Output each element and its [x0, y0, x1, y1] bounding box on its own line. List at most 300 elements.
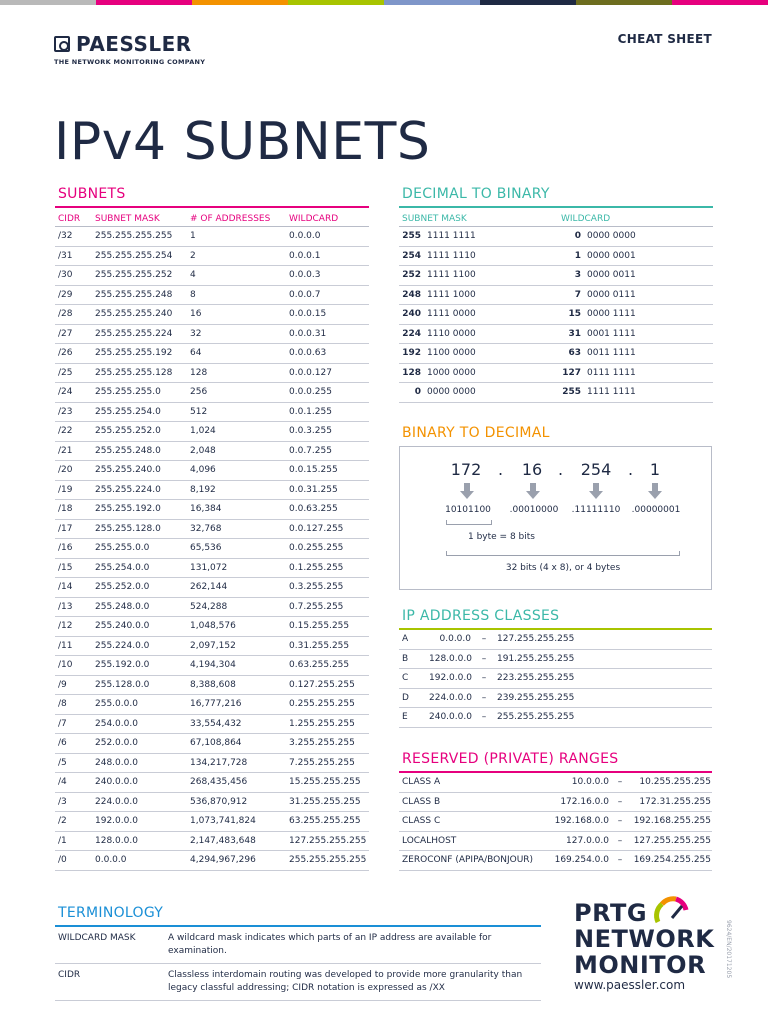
down-arrow-icon — [526, 483, 540, 499]
range-dash: – — [617, 777, 623, 788]
header-addresses: # OF ADDRESSES — [190, 214, 271, 224]
octet-3: 254 — [580, 460, 612, 479]
range-dash: – — [617, 796, 623, 807]
table-row — [55, 227, 369, 247]
table-row — [55, 461, 369, 481]
wildcard-binary-cell: 0111 1111 — [587, 367, 636, 378]
addresses-cell: 256 — [190, 387, 208, 398]
range-start-cell: 192.168.0.0 — [554, 816, 609, 827]
range-end-cell: 192.168.255.255 — [633, 816, 711, 827]
table-row — [399, 266, 713, 286]
range-end-cell: 172.31.255.255 — [639, 796, 711, 807]
color-strip-segment — [480, 0, 576, 5]
cidr-cell: /31 — [58, 250, 73, 261]
wildcard-decimal-cell: 1 — [574, 250, 581, 261]
addresses-cell: 2,147,483,648 — [190, 835, 256, 846]
wildcard-decimal-cell: 7 — [574, 289, 581, 300]
binary-to-decimal-title: BINARY TO DECIMAL — [402, 425, 550, 441]
range-dash: – — [481, 712, 487, 723]
total-bits-note: 32 bits (4 x 8), or 4 bytes — [505, 563, 621, 573]
mask-binary-cell: 1110 0000 — [427, 328, 476, 339]
cidr-cell: /23 — [58, 406, 73, 417]
wildcard-binary-cell: 1111 1111 — [587, 387, 636, 398]
header-wildcard: WILDCARD — [561, 214, 611, 224]
cidr-cell: /15 — [58, 562, 73, 573]
subnet-mask-cell: 255.255.254.0 — [95, 406, 161, 417]
cidr-cell: /6 — [58, 738, 67, 749]
table-row — [399, 650, 712, 670]
wildcard-binary-cell: 0001 1111 — [587, 328, 636, 339]
range-end-cell: 223.255.255.255 — [497, 673, 575, 684]
subnet-mask-cell: 255.224.0.0 — [95, 640, 150, 651]
wildcard-cell: 0.0.0.127 — [289, 367, 332, 378]
range-start-cell: 128.0.0.0 — [429, 653, 472, 664]
table-row — [399, 630, 712, 650]
table-row — [399, 708, 712, 728]
binary-octet-3: .11111110 — [571, 505, 621, 515]
subnet-mask-cell: 255.255.255.192 — [95, 348, 173, 359]
range-end-cell: 127.255.255.255 — [497, 634, 575, 645]
terminology-table — [55, 925, 541, 1001]
addresses-cell: 16,777,216 — [190, 699, 242, 710]
wildcard-cell: 0.0.0.0 — [289, 231, 321, 242]
mask-binary-cell: 1111 1000 — [427, 289, 476, 300]
addresses-cell: 33,554,432 — [190, 718, 242, 729]
range-name-cell: ZEROCONF (APIPA/BONJOUR) — [402, 855, 534, 866]
table-row — [55, 520, 369, 540]
class-cell: C — [402, 673, 409, 684]
table-row — [55, 481, 369, 501]
addresses-cell: 67,108,864 — [190, 738, 242, 749]
term-cell: WILDCARD MASK — [58, 933, 136, 943]
table-row — [399, 832, 712, 852]
decimal-to-binary-table — [399, 206, 713, 403]
binary-octet-4: .00000001 — [631, 505, 681, 515]
subnet-mask-cell: 255.255.255.0 — [95, 387, 161, 398]
mask-decimal-cell: 240 — [402, 309, 421, 320]
addresses-cell: 262,144 — [190, 582, 228, 593]
table-row — [55, 812, 369, 832]
range-dash: – — [617, 835, 623, 846]
subnet-mask-cell: 254.0.0.0 — [95, 718, 138, 729]
addresses-cell: 2,097,152 — [190, 640, 236, 651]
addresses-cell: 16 — [190, 309, 202, 320]
down-arrow-icon — [460, 483, 474, 499]
prtg-logo[interactable] — [574, 896, 724, 1000]
table-row — [55, 422, 369, 442]
wildcard-cell: 0.0.127.255 — [289, 523, 344, 534]
octet-1: 172 — [450, 460, 482, 479]
table-row — [55, 539, 369, 559]
range-dash: – — [481, 653, 487, 664]
cidr-cell: /18 — [58, 504, 73, 515]
color-strip-segment — [96, 0, 192, 5]
addresses-cell: 1,024 — [190, 426, 216, 437]
mask-decimal-cell: 224 — [402, 328, 421, 339]
subnet-mask-cell: 248.0.0.0 — [95, 757, 138, 768]
subnet-mask-cell: 255.255.255.248 — [95, 289, 173, 300]
addresses-cell: 268,435,456 — [190, 777, 248, 788]
table-row — [55, 247, 369, 267]
cidr-cell: /19 — [58, 484, 73, 495]
table-row — [55, 734, 369, 754]
mask-decimal-cell: 252 — [402, 270, 421, 281]
addresses-cell: 32 — [190, 328, 202, 339]
class-cell: E — [402, 712, 408, 723]
table-row — [399, 325, 713, 345]
cidr-cell: /1 — [58, 835, 67, 846]
subnet-mask-cell: 240.0.0.0 — [95, 777, 138, 788]
subnets-title: SUBNETS — [58, 186, 126, 202]
table-row — [399, 286, 713, 306]
addresses-cell: 8 — [190, 289, 196, 300]
table-row — [399, 793, 712, 813]
cidr-cell: /8 — [58, 699, 67, 710]
wildcard-cell: 0.0.0.31 — [289, 328, 327, 339]
wildcard-cell: 0.0.3.255 — [289, 426, 332, 437]
mask-decimal-cell: 0 — [414, 387, 421, 398]
wildcard-decimal-cell: 0 — [574, 231, 581, 242]
addresses-cell: 8,192 — [190, 484, 216, 495]
subnet-mask-cell: 255.255.255.128 — [95, 367, 173, 378]
mask-binary-cell: 1111 1100 — [427, 270, 476, 281]
addresses-cell: 4,096 — [190, 465, 216, 476]
term-cell: CIDR — [58, 970, 81, 980]
table-row — [399, 247, 713, 267]
table-row — [55, 559, 369, 579]
terminology-title: TERMINOLOGY — [58, 905, 164, 921]
mask-binary-cell: 0000 0000 — [427, 387, 476, 398]
subnet-mask-cell: 255.255.0.0 — [95, 543, 150, 554]
dot-separator: . — [558, 460, 564, 479]
color-strip-segment — [192, 0, 288, 5]
color-strip-segment — [576, 0, 672, 5]
subnet-mask-cell: 0.0.0.0 — [95, 855, 127, 866]
wildcard-cell: 3.255.255.255 — [289, 738, 355, 749]
range-start-cell: 0.0.0.0 — [439, 634, 471, 645]
ip-classes-title: IP ADDRESS CLASSES — [402, 608, 560, 624]
table-row — [55, 793, 369, 813]
cidr-cell: /21 — [58, 445, 73, 456]
gauge-icon — [652, 894, 692, 928]
cidr-cell: /32 — [58, 231, 73, 242]
table-row — [55, 364, 369, 384]
wildcard-binary-cell: 0000 0000 — [587, 231, 636, 242]
range-start-cell: 169.254.0.0 — [554, 855, 609, 866]
wildcard-cell: 0.0.0.255 — [289, 387, 332, 398]
range-end-cell: 239.255.255.255 — [497, 692, 575, 703]
addresses-cell: 65,536 — [190, 543, 222, 554]
down-arrow-icon — [589, 483, 603, 499]
wildcard-cell: 15.255.255.255 — [289, 777, 361, 788]
wildcard-cell: 0.0.7.255 — [289, 445, 332, 456]
header-wildcard: WILDCARD — [289, 214, 339, 224]
header-subnet-mask: SUBNET MASK — [95, 214, 160, 224]
table-row — [55, 305, 369, 325]
monitor-word: MONITOR — [574, 951, 707, 979]
down-arrow-icon — [648, 483, 662, 499]
mask-decimal-cell: 254 — [402, 250, 421, 261]
table-row — [55, 344, 369, 364]
subnet-mask-cell: 255.255.240.0 — [95, 465, 161, 476]
range-end-cell: 127.255.255.255 — [633, 835, 711, 846]
wildcard-cell: 0.7.255.255 — [289, 601, 344, 612]
wildcard-decimal-cell: 15 — [568, 309, 581, 320]
binary-to-decimal-diagram — [399, 446, 712, 590]
addresses-cell: 4 — [190, 270, 196, 281]
wildcard-cell: 0.0.0.63 — [289, 348, 327, 359]
network-word: NETWORK — [574, 925, 715, 953]
table-row — [399, 227, 713, 247]
addresses-cell: 1,073,741,824 — [190, 816, 256, 827]
subnet-mask-cell: 255.254.0.0 — [95, 562, 150, 573]
range-end-cell: 255.255.255.255 — [497, 712, 575, 723]
range-end-cell: 169.254.255.255 — [633, 855, 711, 866]
wildcard-cell: 0.127.255.255 — [289, 679, 355, 690]
subnet-mask-cell: 128.0.0.0 — [95, 835, 138, 846]
subnet-mask-cell: 255.255.255.254 — [95, 250, 173, 261]
range-start-cell: 224.0.0.0 — [429, 692, 472, 703]
table-row — [399, 364, 713, 384]
table-row — [55, 754, 369, 774]
color-strip — [0, 0, 768, 5]
wildcard-cell: 0.0.31.255 — [289, 484, 338, 495]
subnet-mask-cell: 255.255.255.255 — [95, 231, 173, 242]
range-end-cell: 191.255.255.255 — [497, 653, 575, 664]
wildcard-decimal-cell: 127 — [562, 367, 581, 378]
addresses-cell: 8,388,608 — [190, 679, 236, 690]
subnet-mask-cell: 224.0.0.0 — [95, 796, 138, 807]
cidr-cell: /12 — [58, 621, 73, 632]
table-row — [55, 715, 369, 735]
mask-decimal-cell: 255 — [402, 231, 421, 242]
range-name-cell: CLASS A — [402, 777, 441, 788]
color-strip-segment — [288, 0, 384, 5]
addresses-cell: 16,384 — [190, 504, 222, 515]
subnet-mask-cell: 255.128.0.0 — [95, 679, 150, 690]
wildcard-cell: 7.255.255.255 — [289, 757, 355, 768]
wildcard-cell: 0.0.1.255 — [289, 406, 332, 417]
range-name-cell: CLASS B — [402, 796, 441, 807]
wildcard-decimal-cell: 31 — [568, 328, 581, 339]
subnet-mask-cell: 255.255.248.0 — [95, 445, 161, 456]
table-row — [55, 617, 369, 637]
table-row — [399, 773, 712, 793]
binary-octet-1: 10101100 — [445, 505, 491, 515]
table-row — [55, 773, 369, 793]
mask-decimal-cell: 248 — [402, 289, 421, 300]
range-start-cell: 10.0.0.0 — [571, 777, 609, 788]
wildcard-decimal-cell: 63 — [568, 348, 581, 359]
binary-octet-2: .00010000 — [509, 505, 559, 515]
range-start-cell: 192.0.0.0 — [429, 673, 472, 684]
addresses-cell: 4,194,304 — [190, 660, 236, 671]
wildcard-cell: 0.0.0.3 — [289, 270, 321, 281]
table-row — [55, 403, 369, 423]
prtg-word: PRTG — [574, 899, 648, 927]
table-row — [55, 578, 369, 598]
range-start-cell: 240.0.0.0 — [429, 712, 472, 723]
subnet-mask-cell: 255.240.0.0 — [95, 621, 150, 632]
mask-decimal-cell: 192 — [402, 348, 421, 359]
range-dash: – — [481, 692, 487, 703]
wildcard-cell: 255.255.255.255 — [289, 855, 367, 866]
wildcard-cell: 0.0.0.1 — [289, 250, 321, 261]
wildcard-cell: 0.63.255.255 — [289, 660, 350, 671]
addresses-cell: 1,048,576 — [190, 621, 236, 632]
page-title: IPv4 SUBNETS — [54, 112, 431, 172]
table-row — [399, 383, 713, 403]
paessler-logo[interactable] — [54, 32, 205, 66]
wildcard-cell: 1.255.255.255 — [289, 718, 355, 729]
range-dash: – — [617, 816, 623, 827]
wildcard-cell: 0.0.63.255 — [289, 504, 338, 515]
website-link[interactable]: www.paessler.com — [574, 978, 686, 992]
dot-separator: . — [498, 460, 504, 479]
brand-tagline: THE NETWORK MONITORING COMPANY — [54, 58, 206, 66]
addresses-cell: 64 — [190, 348, 202, 359]
addresses-cell: 131,072 — [190, 562, 228, 573]
range-name-cell: LOCALHOST — [402, 835, 457, 846]
document-code: 9624/EN/20171205 — [725, 920, 732, 979]
mask-binary-cell: 1000 0000 — [427, 367, 476, 378]
d2b-header-row — [399, 206, 713, 227]
byte-note: 1 byte = 8 bits — [468, 532, 535, 542]
addresses-cell: 524,288 — [190, 601, 228, 612]
subnet-mask-cell: 255.255.252.0 — [95, 426, 161, 437]
range-name-cell: CLASS C — [402, 816, 441, 827]
cidr-cell: /26 — [58, 348, 73, 359]
cidr-cell: /17 — [58, 523, 73, 534]
octet-2: 16 — [521, 460, 543, 479]
subnet-mask-cell: 255.252.0.0 — [95, 582, 150, 593]
addresses-cell: 4,294,967,296 — [190, 855, 256, 866]
wildcard-cell: 0.0.255.255 — [289, 543, 344, 554]
subnet-mask-cell: 255.255.192.0 — [95, 504, 161, 515]
header-subnet-mask: SUBNET MASK — [402, 214, 467, 224]
brand-name: PAESSLER — [76, 32, 192, 56]
class-cell: D — [402, 692, 409, 703]
table-row — [55, 442, 369, 462]
subnet-mask-cell: 255.0.0.0 — [95, 699, 138, 710]
cidr-cell: /5 — [58, 757, 67, 768]
table-row — [399, 689, 712, 709]
table-row — [55, 383, 369, 403]
mask-binary-cell: 1111 1110 — [427, 250, 476, 261]
range-end-cell: 10.255.255.255 — [639, 777, 711, 788]
wildcard-cell: 0.3.255.255 — [289, 582, 344, 593]
addresses-cell: 32,768 — [190, 523, 222, 534]
table-row — [399, 851, 712, 871]
wildcard-cell: 63.255.255.255 — [289, 816, 361, 827]
addresses-cell: 2 — [190, 250, 196, 261]
table-row — [55, 598, 369, 618]
subnet-mask-cell: 252.0.0.0 — [95, 738, 138, 749]
class-cell: A — [402, 634, 409, 645]
table-row — [55, 851, 369, 871]
bits-bracket — [446, 551, 680, 556]
cidr-cell: /20 — [58, 465, 73, 476]
subnet-mask-cell: 255.255.255.252 — [95, 270, 173, 281]
cidr-cell: /13 — [58, 601, 73, 612]
wildcard-cell: 0.15.255.255 — [289, 621, 350, 632]
mask-binary-cell: 1111 1111 — [427, 231, 476, 242]
table-row — [55, 286, 369, 306]
wildcard-decimal-cell: 255 — [562, 387, 581, 398]
subnet-mask-cell: 255.255.255.224 — [95, 328, 173, 339]
cidr-cell: /4 — [58, 777, 67, 788]
wildcard-cell: 0.0.15.255 — [289, 465, 338, 476]
wildcard-binary-cell: 0000 1111 — [587, 309, 636, 320]
cidr-cell: /16 — [58, 543, 73, 554]
table-row — [399, 305, 713, 325]
table-row — [55, 964, 541, 1001]
addresses-cell: 128 — [190, 367, 208, 378]
mask-binary-cell: 1111 0000 — [427, 309, 476, 320]
paessler-logo-icon — [54, 36, 70, 52]
table-row — [55, 695, 369, 715]
mask-decimal-cell: 128 — [402, 367, 421, 378]
table-row — [55, 500, 369, 520]
range-dash: – — [481, 673, 487, 684]
reserved-ranges-table — [399, 771, 712, 871]
subnets-header-row — [55, 206, 369, 227]
color-strip-segment — [672, 0, 768, 5]
range-start-cell: 172.16.0.0 — [560, 796, 609, 807]
color-strip-segment — [0, 0, 96, 5]
cidr-cell: /7 — [58, 718, 67, 729]
decimal-to-binary-title: DECIMAL TO BINARY — [402, 186, 550, 202]
cidr-cell: /22 — [58, 426, 73, 437]
table-row — [399, 344, 713, 364]
mask-binary-cell: 1100 0000 — [427, 348, 476, 359]
subnet-mask-cell: 255.255.128.0 — [95, 523, 161, 534]
definition-cell: Classless interdomain routing was developed to provide more granularity than legacy classful addressing; CIDR notation is expressed as /XX — [168, 970, 523, 993]
cidr-cell: /24 — [58, 387, 73, 398]
wildcard-decimal-cell: 3 — [574, 270, 581, 281]
byte-bracket — [446, 520, 492, 525]
wildcard-binary-cell: 0000 0001 — [587, 250, 636, 261]
subnet-mask-cell: 192.0.0.0 — [95, 816, 138, 827]
range-start-cell: 127.0.0.0 — [566, 835, 609, 846]
cidr-cell: /9 — [58, 679, 67, 690]
table-row — [55, 637, 369, 657]
header-cidr: CIDR — [58, 214, 81, 224]
color-strip-segment — [384, 0, 480, 5]
definition-cell: A wildcard mask indicates which parts of an IP address are available for examination. — [168, 933, 492, 956]
table-row — [55, 656, 369, 676]
wildcard-binary-cell: 0000 0111 — [587, 289, 636, 300]
addresses-cell: 536,870,912 — [190, 796, 248, 807]
reserved-ranges-title: RESERVED (PRIVATE) RANGES — [402, 751, 619, 767]
cidr-cell: /29 — [58, 289, 73, 300]
wildcard-cell: 0.31.255.255 — [289, 640, 350, 651]
table-row — [55, 266, 369, 286]
table-row — [55, 676, 369, 696]
table-row — [55, 325, 369, 345]
wildcard-cell: 0.1.255.255 — [289, 562, 344, 573]
table-row — [399, 812, 712, 832]
table-row — [55, 927, 541, 964]
wildcard-cell: 127.255.255.255 — [289, 835, 367, 846]
cidr-cell: /0 — [58, 855, 67, 866]
ip-classes-table — [399, 628, 712, 728]
wildcard-cell: 0.0.0.15 — [289, 309, 327, 320]
wildcard-cell: 0.0.0.7 — [289, 289, 321, 300]
wildcard-cell: 0.255.255.255 — [289, 699, 355, 710]
range-dash: – — [481, 634, 487, 645]
cidr-cell: /3 — [58, 796, 67, 807]
